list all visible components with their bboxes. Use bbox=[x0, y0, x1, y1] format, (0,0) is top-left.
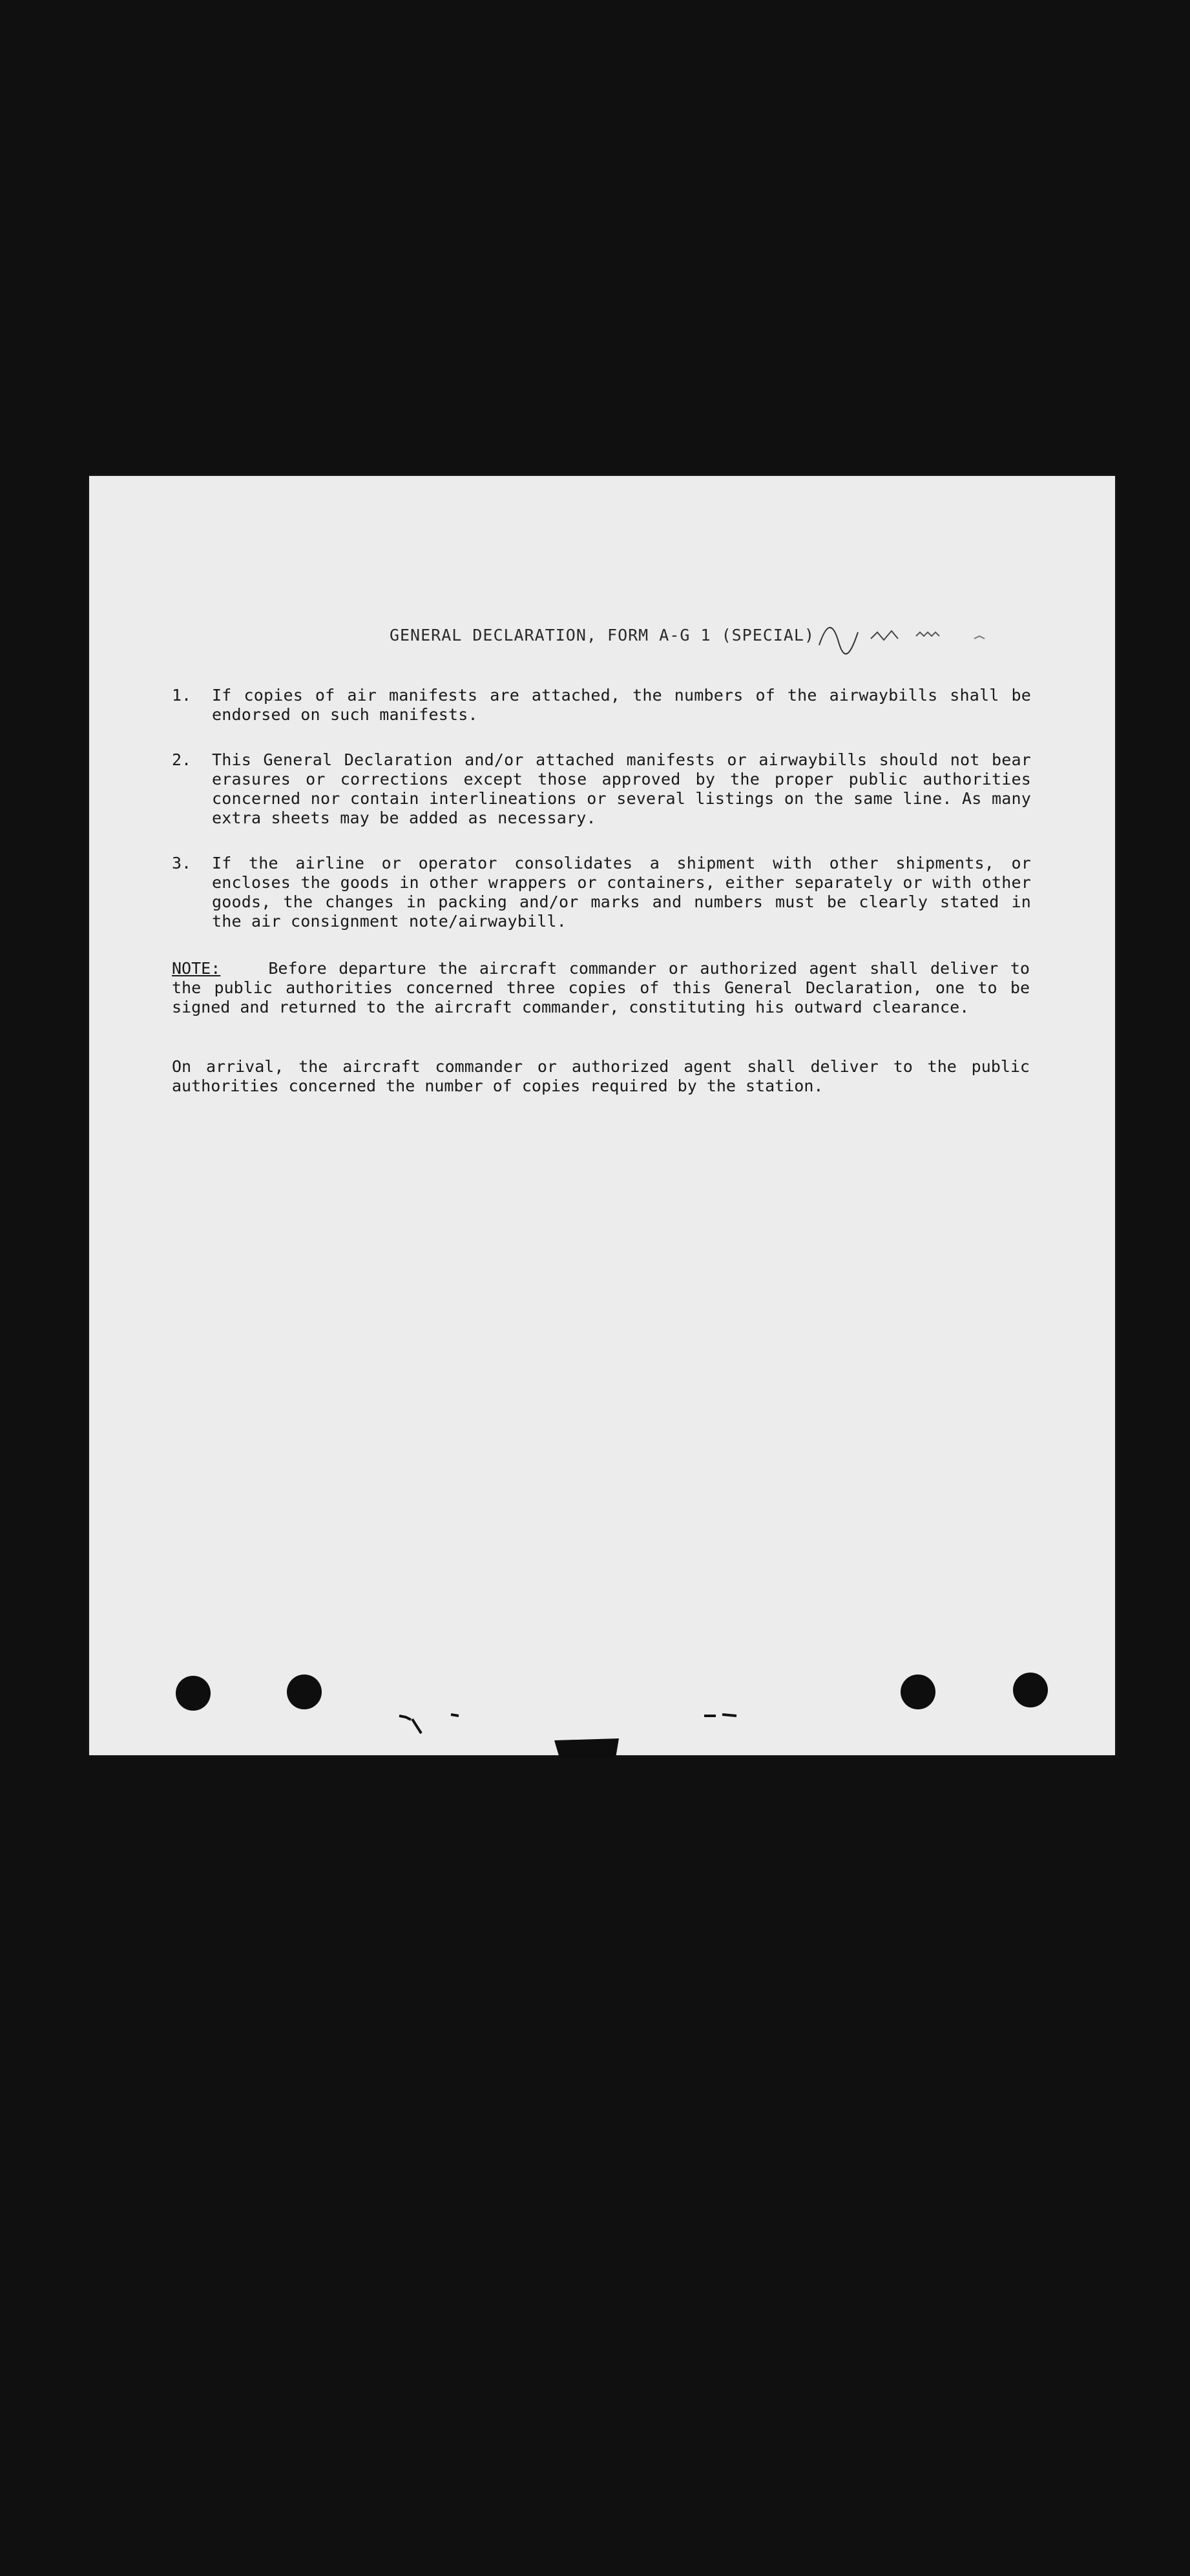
document-page bbox=[89, 476, 1115, 1755]
item-text: If copies of air manifests are attached, the numbers of the airwaybills shall be endorsed on such manifests. bbox=[212, 686, 1031, 724]
arrival-paragraph: On arrival, the aircraft commander or authorized agent shall deliver to the public authorities concerned the number of copies required by the station. bbox=[172, 1057, 1030, 1095]
item-text: If the airline or operator consolidates a shipment with other shipments, or encloses the goods in other wrappers or containers, either separately or with other goods, the changes in packing and/or marks and numbers must be clearly stated in the air consignment note/airwaybill. bbox=[212, 854, 1031, 931]
bottom-clip-mark bbox=[554, 1738, 619, 1758]
scan-specks bbox=[89, 476, 1115, 1755]
item-number: 3. bbox=[172, 854, 192, 872]
note-label: NOTE: bbox=[172, 959, 221, 978]
item-text: This General Declaration and/or attached manifests or airwaybills should not bear erasures or corrections except those approved by the proper public authorities concerned nor contain interlineations or several listings on the same line. As many extra sheets may be added as necessary. bbox=[212, 750, 1031, 827]
note-text: Before departure the aircraft commander or authorized agent shall deliver to the public authorities concerned three copies of this General Declaration, one to be signed and returned to the aircraft commander, constituting his outward clearance. bbox=[172, 959, 1030, 1016]
item-number: 2. bbox=[172, 750, 192, 769]
item-number: 1. bbox=[172, 686, 192, 705]
page-title: GENERAL DECLARATION, FORM A-G 1 (SPECIAL) bbox=[389, 626, 815, 644]
